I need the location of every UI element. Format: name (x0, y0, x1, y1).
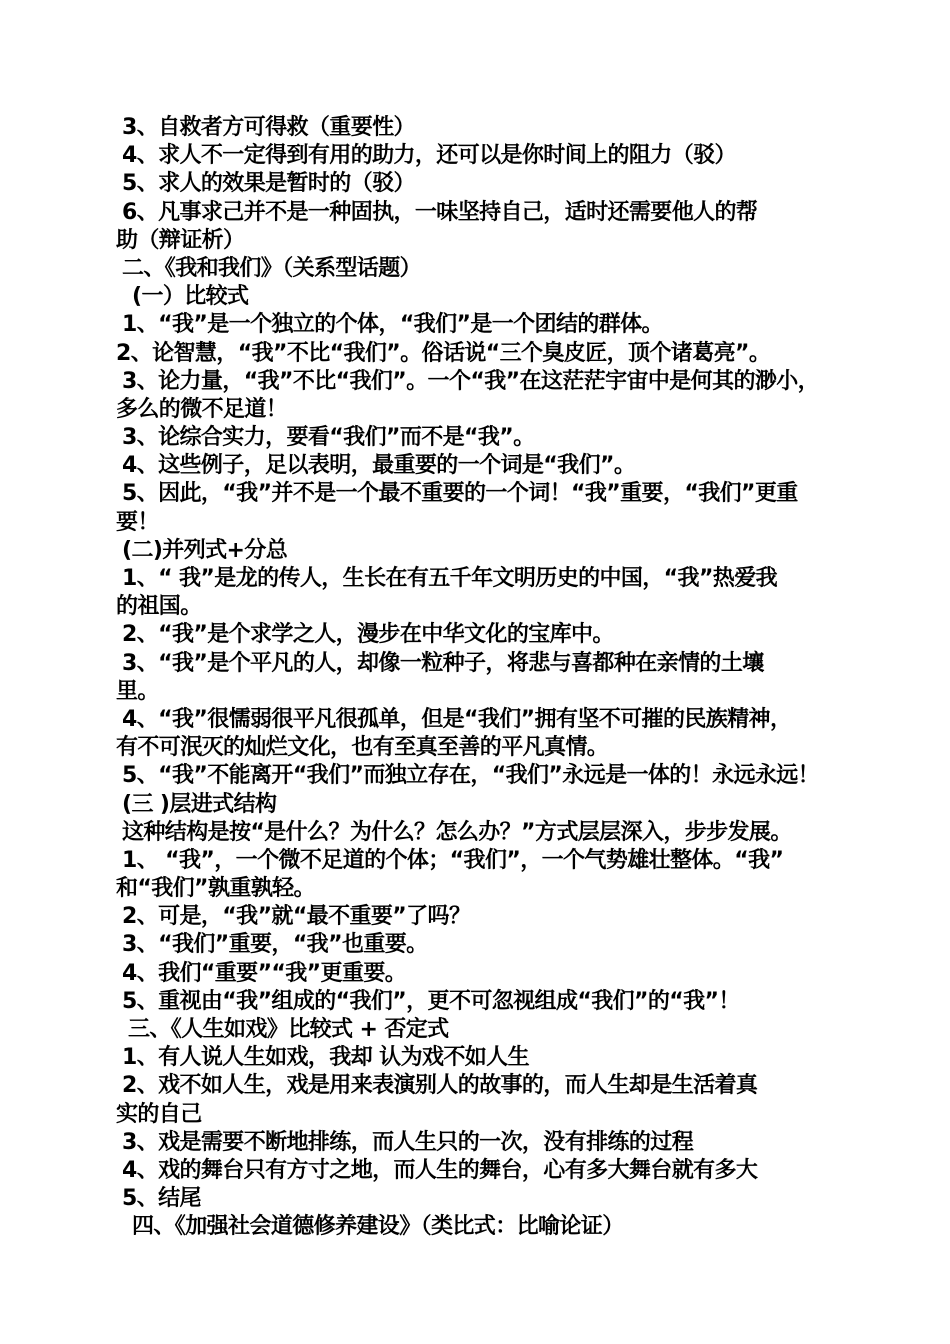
text-line: (一）比较式 (132, 284, 249, 310)
text-line: 4、我们“重要”“我”更重要。 (122, 960, 407, 986)
text-line: 4、“我”很懦弱很平凡很孤单，但是“我们”拥有坚不可摧的民族精神， (122, 706, 792, 732)
text-line: 二、《我和我们》（关系型话题） (122, 255, 422, 281)
text-line: 2、“我”是个求学之人，漫步在中华文化的宝库中。 (122, 622, 614, 648)
text-line: 助（辩证析） (116, 227, 245, 253)
text-line: 5、重视由“我”组成的“我们”，更不可忽视组成“我们”的“我”！ (122, 988, 740, 1014)
text-line: 实的自己 (116, 1101, 202, 1127)
text-line: 3、论综合实力，要看“我们”而不是“我”。 (122, 425, 535, 451)
text-line: 要！ (116, 509, 159, 535)
text-line: 4、这些例子，足以表明，最重要的一个词是“我们”。 (122, 453, 636, 479)
text-line: 1、 “我”，一个微不足道的个体；“我们”，一个气势雄壮整体。“我” (122, 847, 784, 873)
text-line: (二)并列式+分总 (122, 537, 288, 563)
text-line: 4、求人不一定得到有用的助力，还可以是你时间上的阻力（驳） (122, 143, 736, 169)
text-line: 2、戏不如人生，戏是用来表演别人的故事的，而人生却是生活着真 (122, 1073, 758, 1099)
text-line: 有不可泯灭的灿烂文化，也有至真至善的平凡真情。 (116, 735, 609, 761)
text-line: 5、结尾 (122, 1186, 201, 1212)
text-line: 3、戏是需要不断地排练，而人生只的一次，没有排练的过程 (122, 1129, 694, 1155)
text-line: 5、求人的效果是暂时的（驳） (122, 171, 415, 197)
text-line: 和“我们”孰重孰轻。 (116, 876, 315, 902)
text-line: 1、“ 我”是龙的传人，生长在有五千年文明历史的中国，“我”热爱我 (122, 566, 778, 591)
text-line: 6、凡事求己并不是一种固执，一味坚持自己，适时还需要他人的帮 (122, 199, 758, 225)
text-line: 多么的微不足道！ (116, 396, 288, 422)
text-line: 的祖国。 (116, 594, 202, 620)
text-line: 三、《人生如戏》比较式 + 否定式 (128, 1017, 449, 1042)
text-line: 2、可是，“我”就“最不重要”了吗？ (122, 904, 471, 930)
text-line: 5、因此，“我”并不是一个最不重要的一个词！“我”重要，“我们”更重 (122, 481, 798, 507)
text-line: 3、论力量，“我”不比“我们”。一个“我”在这茫茫宇宙中是何其的渺小， (122, 368, 820, 394)
text-line: 3、“我”是个平凡的人，却像一粒种子，将悲与喜都种在亲情的土壤 (122, 650, 764, 676)
text-line: 这种结构是按“是什么？为什么？怎么办？”方式层层深入，步步发展。 (122, 819, 792, 845)
text-line: 里。 (116, 678, 159, 704)
text-line: 2、论智慧，“我”不比“我们”。俗话说“三个臭皮匠，顶个诸葛亮”。 (116, 340, 771, 366)
document-body (116, 114, 856, 1242)
text-line: 四、《加强社会道德修养建设》（类比式：比喻论证） (132, 1214, 624, 1240)
text-line: 1、“我”是一个独立的个体，“我们”是一个团结的群体。 (122, 312, 663, 338)
text-line: 3、自救者方可得救（重要性） (122, 115, 415, 140)
text-line: 4、戏的舞台只有方寸之地，而人生的舞台，心有多大舞台就有多大 (122, 1157, 758, 1183)
text-line: (三 )层进式结构 (122, 791, 277, 817)
text-line: 5、“我”不能离开“我们”而独立存在，“我们”永远是一体的！永远永远！ (122, 763, 820, 789)
text-line: 1、有人说人生如戏，我却 认为戏不如人生 (122, 1045, 529, 1071)
text-line: 3、“我们”重要，“我”也重要。 (122, 932, 428, 958)
